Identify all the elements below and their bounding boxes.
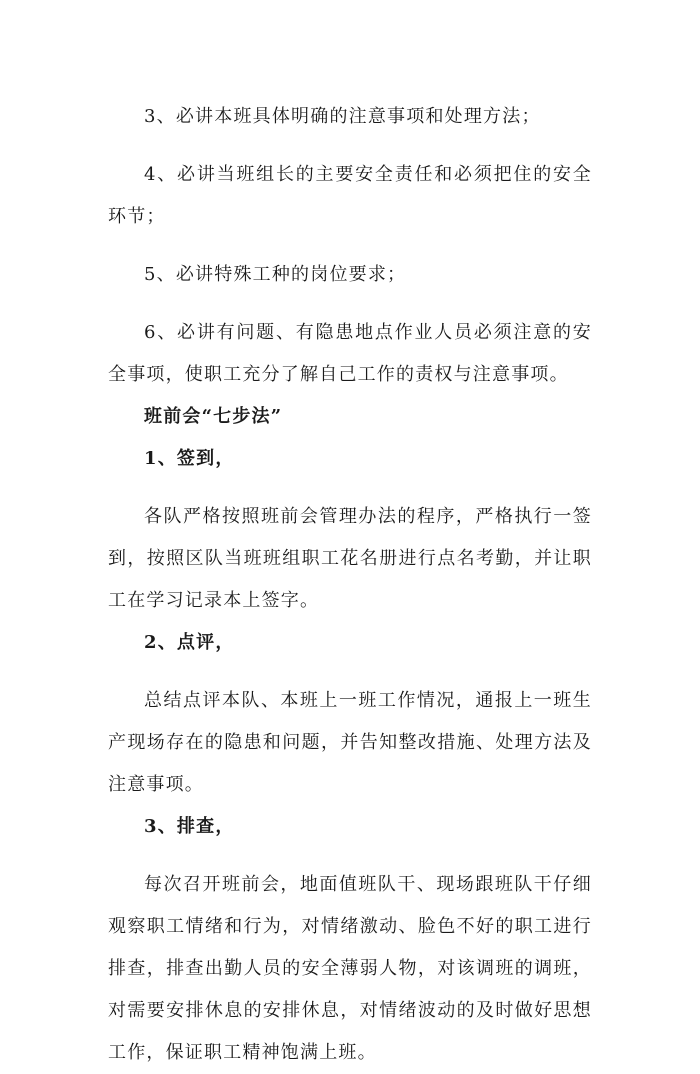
step-3-body: 每次召开班前会，地面值班队干、现场跟班队干仔细观察职工情绪和行为，对情绪激动、脸色不好的职工进行排查，排查出勤人员的安全薄弱人物，对该调班的调班，对需要安排休息的安排休息，对情绪波动的及时做好思想工作，保证职工精神饱满上班。 bbox=[108, 874, 592, 1063]
step-1-body: 各队严格按照班前会管理办法的程序，严格执行一签到，按照区队当班班组职工花名册进行点名考勤，并让职工在学习记录本上签字。 bbox=[108, 506, 592, 611]
step-1-title: 1、签到， bbox=[144, 448, 235, 469]
step-2-body: 总结点评本队、本班上一班工作情况，通报上一班生产现场存在的隐患和问题，并告知整改措施、处理方法及注意事项。 bbox=[108, 690, 592, 795]
item-4: 4、必讲当班组长的主要安全责任和必须把住的安全环节； bbox=[108, 164, 592, 227]
step-2-title: 2、点评， bbox=[144, 632, 235, 653]
step-3-title: 3、排查， bbox=[144, 816, 235, 837]
item-5: 5、必讲特殊工种的岗位要求； bbox=[144, 264, 407, 285]
item-6: 6、必讲有问题、有隐患地点作业人员必须注意的安全事项，使职工充分了解自己工作的责权与注意事项。 bbox=[108, 322, 592, 385]
section-title: 班前会“七步法” bbox=[144, 406, 283, 427]
item-3: 3、必讲本班具体明确的注意事项和处理方法； bbox=[144, 106, 541, 127]
